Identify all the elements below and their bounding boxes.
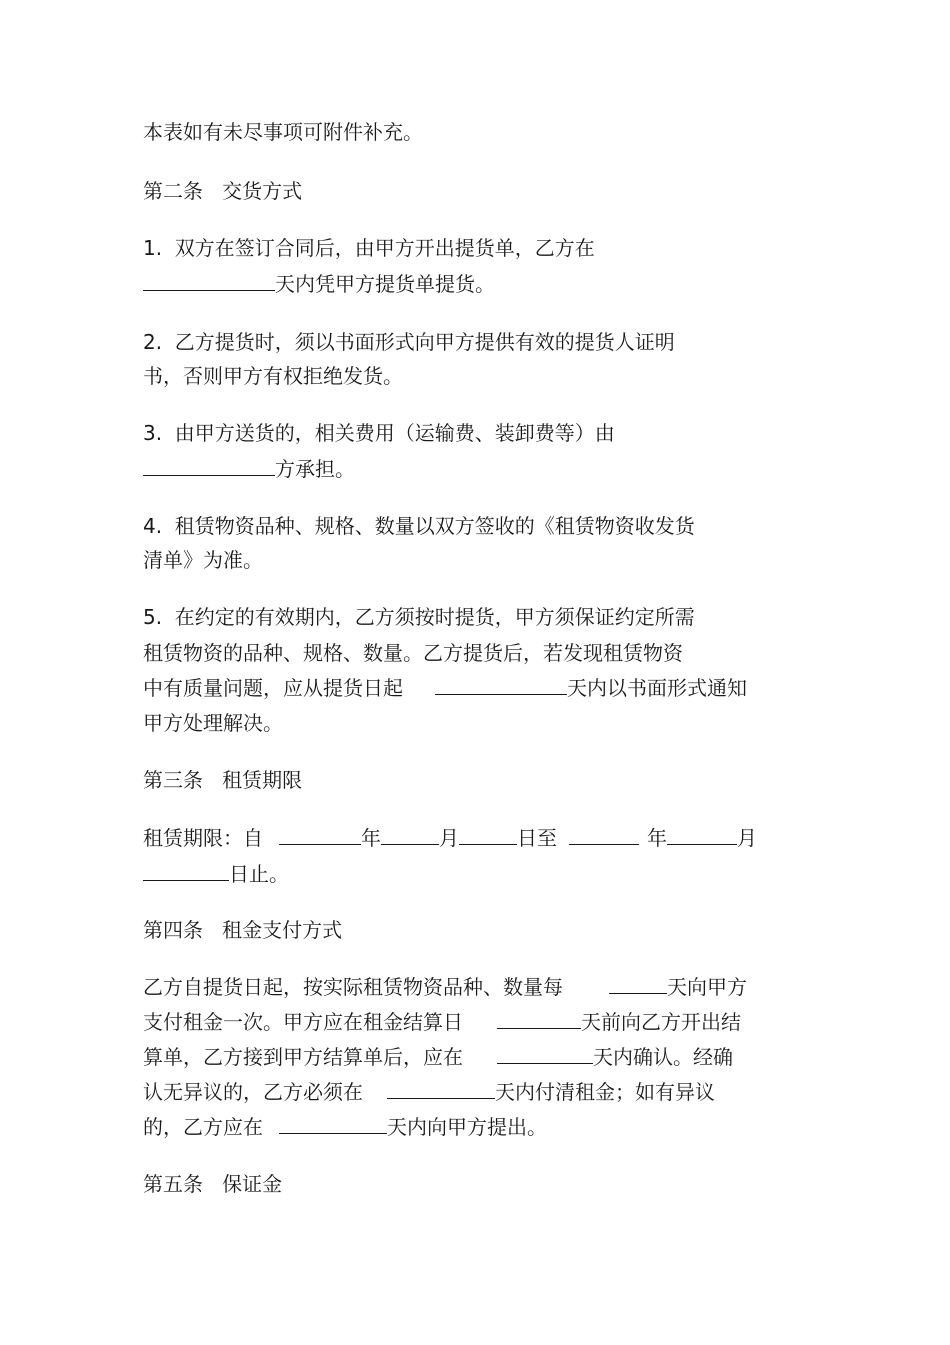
rent-line-1: 乙方自提货日起，按实际租赁物资品种、数量每 天向甲方 (143, 975, 747, 999)
clause-4-line-2: 清单》为准。 (143, 548, 263, 572)
fill-blank[interactable] (497, 1045, 593, 1064)
fill-blank[interactable] (143, 862, 229, 881)
section-heading: 第五条 保证金 (143, 1172, 283, 1196)
section-heading: 第四条 租金支付方式 (143, 918, 343, 942)
clause-4-line-1: 4. 租赁物资品种、规格、数量以双方签收的《租赁物资收发货 (143, 514, 695, 538)
fill-blank[interactable] (279, 826, 361, 845)
fill-blank[interactable] (667, 826, 737, 845)
fill-blank[interactable] (381, 826, 439, 845)
clause-5-line-3: 中有质量问题，应从提货日起 天内以书面形式通知 (143, 676, 747, 700)
rent-line-3: 算单，乙方接到甲方结算单后，应在 天内确认。经确 (143, 1045, 733, 1069)
clause-5-line-2: 租赁物资的品种、规格、数量。乙方提货后，若发现租赁物资 (143, 641, 683, 665)
clause-2-line-2: 书，否则甲方有权拒绝发货。 (143, 364, 403, 388)
lease-term-line-2: 日止。 (143, 862, 289, 886)
fill-blank[interactable] (497, 1010, 581, 1029)
clause-1-line-1: 1. 双方在签订合同后，由甲方开出提货单，乙方在 (143, 236, 595, 260)
fill-blank[interactable] (569, 826, 639, 845)
rent-line-2: 支付租金一次。甲方应在租金结算日 天前向乙方开出结 (143, 1010, 741, 1034)
clause-5-line-1: 5. 在约定的有效期内，乙方须按时提货，甲方须保证约定所需 (143, 605, 695, 629)
rent-line-4: 认无异议的，乙方必须在 天内付清租金；如有异议 (143, 1080, 715, 1104)
fill-blank[interactable] (609, 975, 667, 994)
fill-blank[interactable] (387, 1080, 495, 1099)
clause-5-line-4: 甲方处理解决。 (143, 711, 283, 735)
clause-3-line-2: 方承担。 (143, 457, 355, 481)
fill-blank[interactable] (143, 272, 275, 291)
section-heading: 第三条 租赁期限 (143, 768, 303, 792)
fill-blank[interactable] (459, 826, 517, 845)
text-line: 本表如有未尽事项可附件补充。 (143, 120, 423, 144)
section-heading: 第二条 交货方式 (143, 179, 303, 203)
fill-blank[interactable] (143, 457, 275, 476)
clause-2-line-1: 2. 乙方提货时，须以书面形式向甲方提供有效的提货人证明 (143, 330, 675, 354)
rent-line-5: 的，乙方应在 天内向甲方提出。 (143, 1115, 547, 1139)
clause-3-line-1: 3. 由甲方送货的，相关费用（运输费、装卸费等）由 (143, 421, 615, 445)
clause-1-line-2: 天内凭甲方提货单提货。 (143, 272, 495, 296)
lease-term-line-1: 租赁期限：自 年 月 日至 年 月 (143, 826, 757, 850)
fill-blank[interactable] (435, 676, 567, 695)
fill-blank[interactable] (279, 1115, 387, 1134)
